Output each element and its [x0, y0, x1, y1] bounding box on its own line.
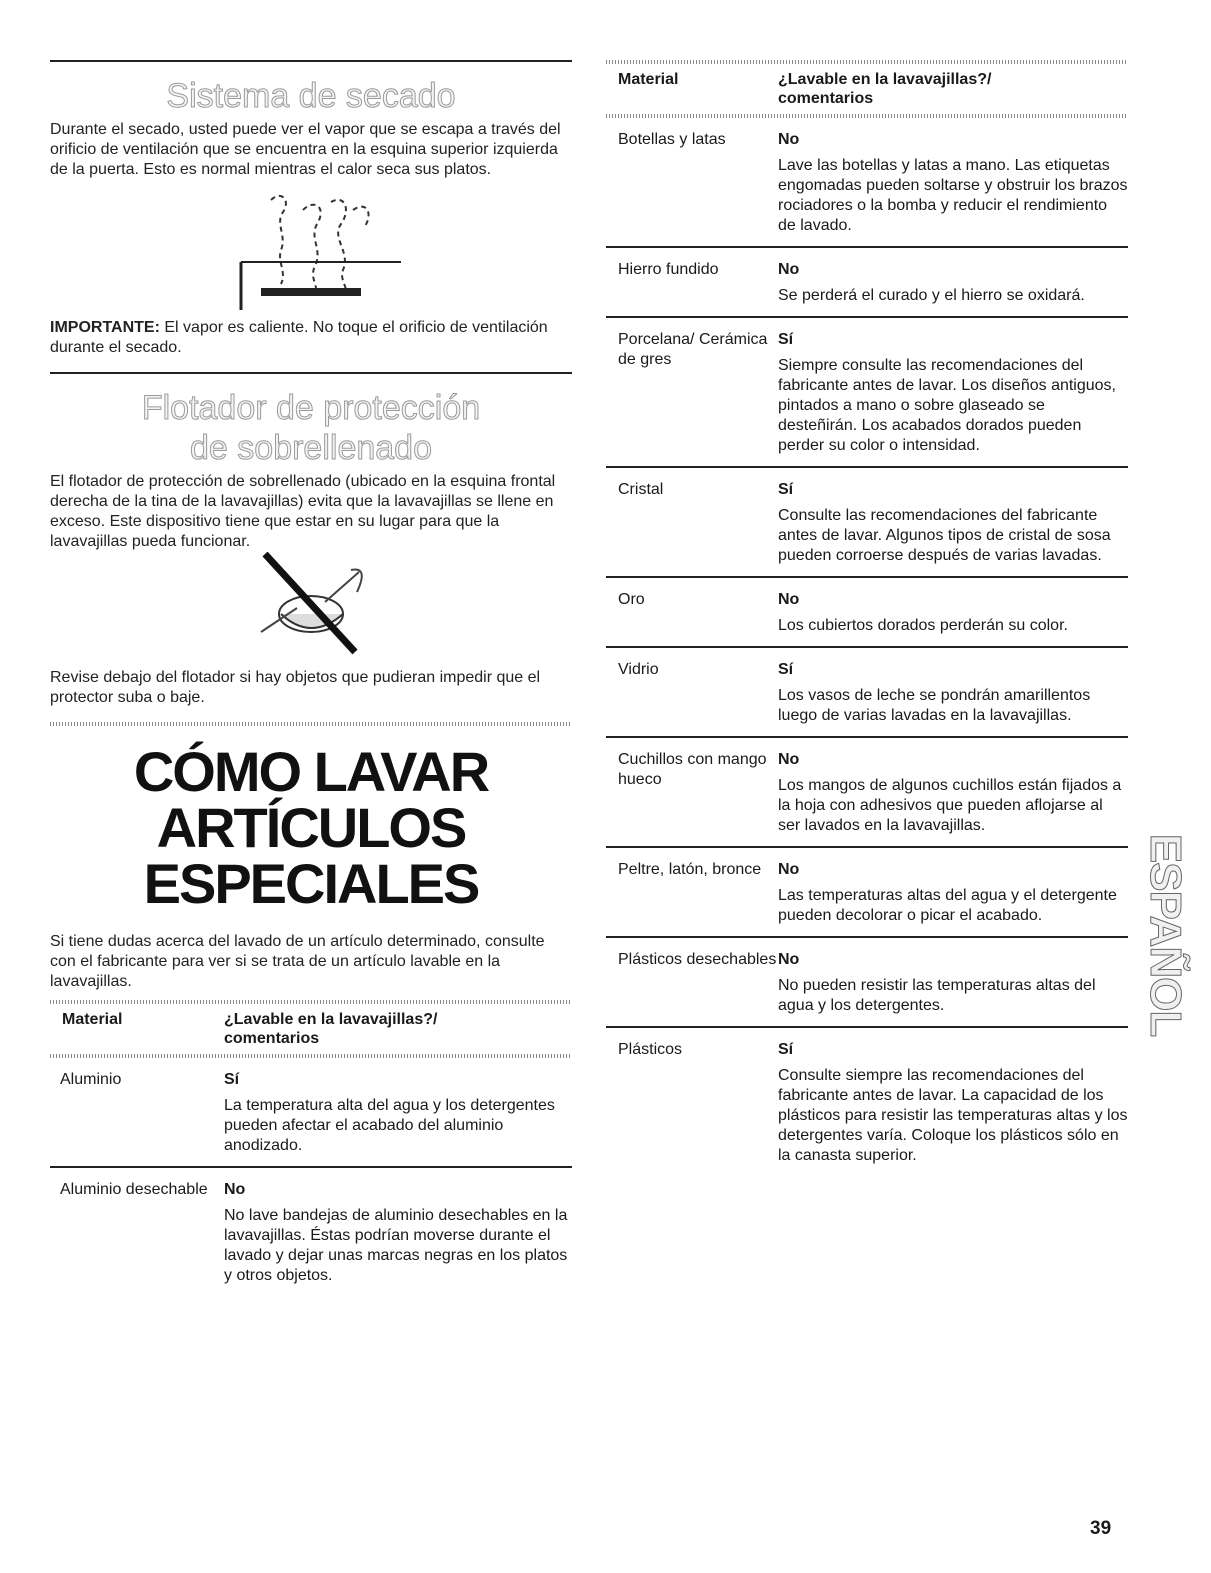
row-comment: No pueden resistir las temperaturas altas del agua y los detergentes. [778, 977, 1096, 1014]
header-washable-line1: ¿Lavable en la lavavajillas?/ [778, 71, 992, 88]
row-details [778, 660, 1128, 726]
drying-important [50, 318, 572, 358]
table-row [606, 848, 1128, 938]
row-details [212, 1070, 572, 1156]
row-comment: Los cubiertos dorados perderán su color. [778, 617, 1068, 634]
table-header [50, 1004, 572, 1054]
row-comment: Lave las botellas y latas a mano. Las etiquetas engomadas pueden soltarse y obstruir los brazos rociadores o la bomba y reducir el rendimiento de lavado. [778, 157, 1128, 234]
row-verdict: No [778, 951, 800, 968]
row-verdict: Sí [224, 1071, 240, 1088]
row-material: Aluminio desechable [60, 1181, 208, 1198]
row-material: Oro [618, 591, 645, 608]
float-body: El flotador de protección de sobrellenado (ubicado en la esquina frontal derecha de la tina de la lavavajillas) evita que la lavavajillas se llene en exceso. Este dispositivo tiene que estar en su lugar para que la lavavajillas pueda funcionar. [50, 473, 556, 550]
table-row [606, 318, 1128, 468]
row-verdict: No [778, 591, 800, 608]
header-washable-line2: comentarios [778, 90, 874, 107]
table-row [606, 578, 1128, 648]
row-details [778, 950, 1128, 1016]
row-details [778, 590, 1128, 636]
right-column [606, 60, 1128, 1176]
float-title-line1: Flotador de protección [141, 389, 481, 427]
table-row [606, 1028, 1128, 1176]
row-verdict: Sí [778, 1041, 794, 1058]
section-divider [50, 722, 572, 726]
overfill-float-illustration [231, 552, 391, 662]
special-title-line3: ESPECIALES [143, 852, 479, 915]
special-title-line1: CÓMO LAVAR [133, 740, 489, 803]
row-details [778, 260, 1128, 306]
row-material: Vidrio [618, 661, 659, 678]
row-details [778, 130, 1128, 236]
row-comment: Se perderá el curado y el hierro se oxidará. [778, 287, 1085, 304]
row-comment: Las temperaturas altas del agua y el detergente pueden decolorar o picar el acabado. [778, 887, 1117, 924]
special-title-line2: ARTÍCULOS [156, 796, 466, 859]
table-row [606, 738, 1128, 848]
row-verdict: Sí [778, 481, 794, 498]
table-row [606, 468, 1128, 578]
drying-title: Sistema de secado [166, 77, 456, 115]
header-washable [224, 1010, 437, 1048]
page-number: 39 [1090, 1518, 1112, 1539]
header-material: Material [62, 1011, 123, 1028]
row-comment: No lave bandejas de aluminio desechables en la lavavajillas. Éstas podrían moverse durante el lavado y dejar unas marcas negras en los platos y otros objetos. [224, 1207, 568, 1284]
left-column [50, 60, 572, 1296]
section-divider [50, 60, 572, 62]
table-row [606, 938, 1128, 1028]
important-text: El vapor es caliente. No toque el orificio de ventilación durante el secado. [50, 319, 548, 356]
row-verdict: No [778, 751, 800, 768]
special-title [50, 740, 572, 915]
table-row [50, 1058, 572, 1168]
header-material: Material [618, 71, 679, 88]
steam-vent-illustration [211, 180, 411, 310]
row-comment: Los vasos de leche se pondrán amarillentos luego de varias lavadas en la lavavajillas. [778, 687, 1091, 724]
important-label: IMPORTANTE: [50, 319, 160, 336]
row-comment: Los mangos de algunos cuchillos están fijados a la hoja con adhesivos que pueden aflojarse al ser lavados en la lavavajillas. [778, 777, 1122, 834]
row-details [778, 480, 1128, 566]
row-comment: Siempre consulte las recomendaciones del fabricante antes de lavar. Los diseños antiguos, pintados a mano o sobre glaseado se desteñirán. Los acabados dorados pueden perder su color o intensidad. [778, 357, 1116, 454]
table-row [606, 648, 1128, 738]
row-material: Cristal [618, 481, 664, 498]
row-details [212, 1180, 572, 1286]
row-verdict: Sí [778, 661, 794, 678]
language-side-tab [1140, 800, 1190, 1070]
row-verdict: Sí [778, 331, 794, 348]
row-details [778, 860, 1128, 926]
header-washable-line1: ¿Lavable en la lavavajillas?/ [224, 1011, 438, 1028]
row-details [778, 330, 1128, 456]
float-title-line2: de sobrellenado [190, 429, 432, 467]
header-washable [778, 70, 991, 108]
special-intro: Si tiene dudas acerca del lavado de un artículo determinado, consulte con el fabricante para ver si se trata de un artículo lavable en la lavavajillas. [50, 933, 545, 990]
row-material: Botellas y latas [618, 131, 726, 148]
table-row [606, 118, 1128, 248]
row-comment: La temperatura alta del agua y los detergentes pueden afectar el acabado del aluminio anodizado. [224, 1097, 555, 1154]
row-comment: Consulte siempre las recomendaciones del fabricante antes de lavar. La capacidad de los plásticos para resistir las temperaturas altas y los detergentes varía. Coloque los plásticos sólo en la canasta superior. [778, 1067, 1128, 1164]
language-label: ESPAÑOL [1141, 833, 1190, 1037]
row-verdict: No [778, 131, 800, 148]
row-verdict: No [778, 861, 800, 878]
drying-body: Durante el secado, usted puede ver el vapor que se escapa a través del orificio de ventilación que se encuentra en la esquina superior izquierda de la puerta. Esto es normal mientras el calor seca sus platos. [50, 121, 561, 178]
row-material: Plásticos [618, 1041, 683, 1058]
row-comment: Consulte las recomendaciones del fabricante antes de lavar. Algunos tipos de cristal de sosa pueden corroerse después de varias lavadas. [778, 507, 1111, 564]
row-material: Aluminio [60, 1071, 122, 1088]
table-row [50, 1168, 572, 1296]
row-material: Porcelana/ Cerámica de gres [618, 331, 768, 368]
table-header [606, 64, 1128, 114]
row-material: Hierro fundido [618, 261, 719, 278]
row-details [778, 750, 1128, 836]
row-material: Plásticos desechables [618, 951, 777, 968]
header-washable-line2: comentarios [224, 1030, 320, 1047]
row-material: Peltre, latón, bronce [618, 861, 762, 878]
row-verdict: No [224, 1181, 246, 1198]
row-details [778, 1040, 1128, 1166]
row-material: Cuchillos con mango hueco [618, 751, 767, 788]
row-verdict: No [778, 261, 800, 278]
table-row [606, 248, 1128, 318]
float-check: Revise debajo del flotador si hay objetos que pudieran impedir que el protector suba o baje. [50, 669, 541, 706]
section-divider [50, 372, 572, 374]
